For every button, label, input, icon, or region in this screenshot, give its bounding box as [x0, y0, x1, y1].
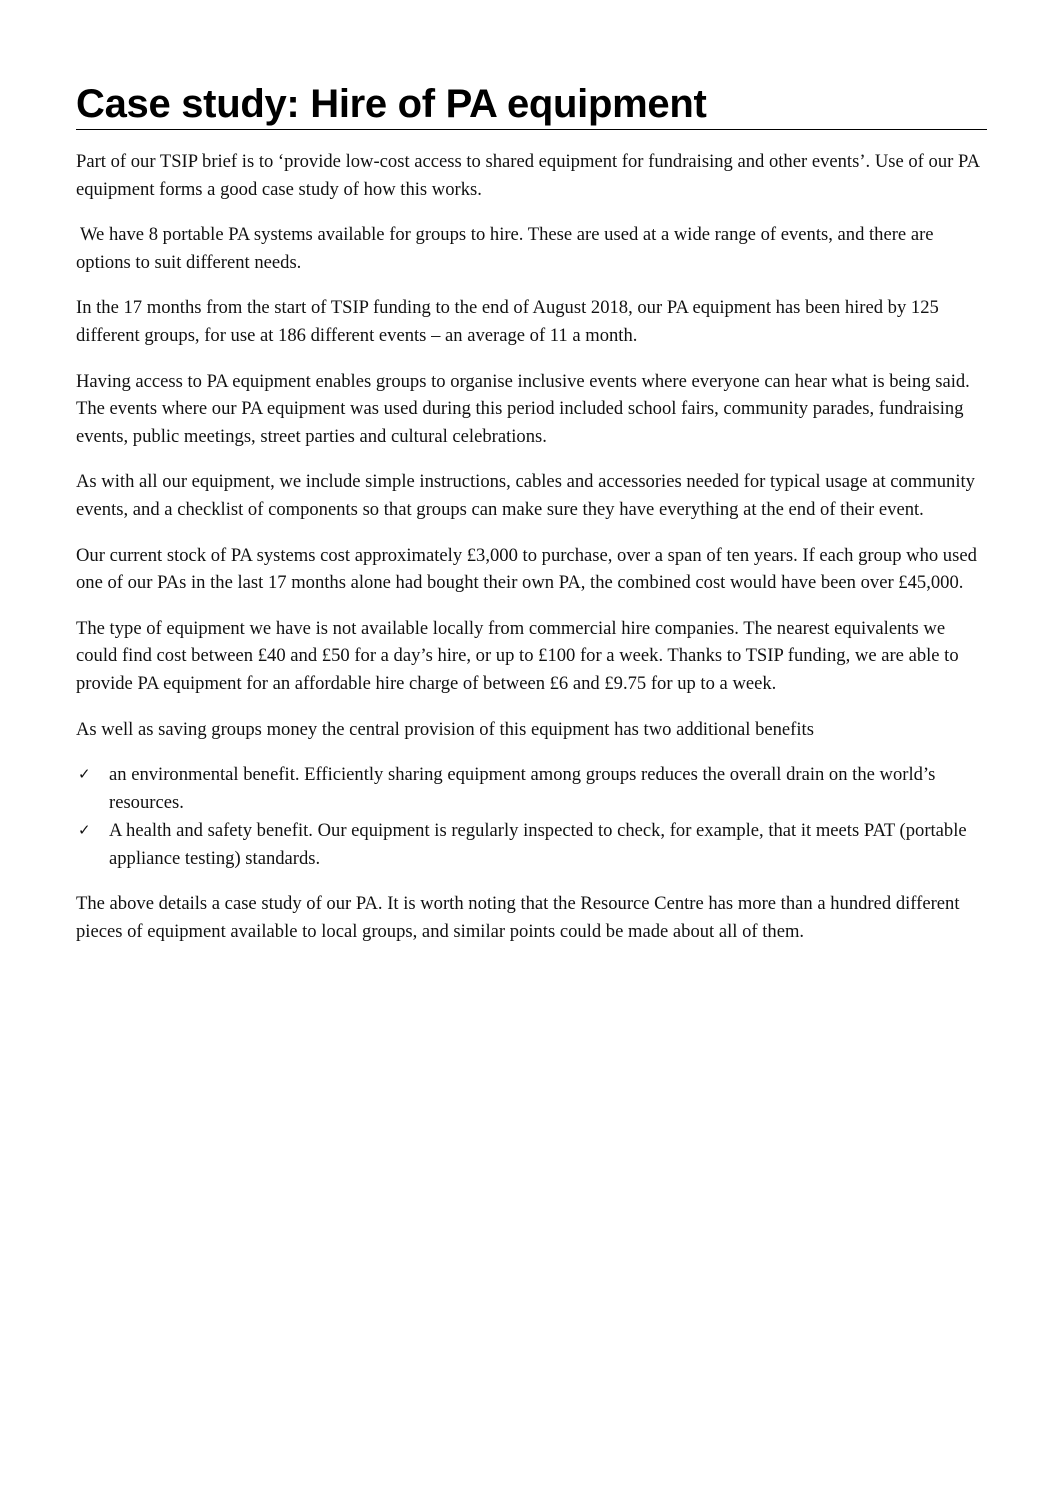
paragraph-commercial-hire: The type of equipment we have is not available locally from commercial hire companies. The nearest equivalents we could find cost between £40 and £50 for a day’s hire, or up to £100 for a week. Thanks to TSIP funding, we are able to provide PA equipment for an affordable hire charge of between £6 and £9.75 for up to a week. [76, 617, 959, 694]
checkmark-icon: ✓ [78, 765, 91, 784]
list-item [76, 761, 988, 816]
paragraph-instructions: As with all our equipment, we include simple instructions, cables and accessories needed for typical usage at community events, and a checklist of components so that groups can make sure they have everything at the end of their event. [76, 471, 975, 520]
paragraph-cost-comparison: Our current stock of PA systems cost approximately £3,000 to purchase, over a span of ten years. If each group who used one of our PAs in the last 17 months alone had bought their own PA, the combined cost would have been over £45,000. [76, 544, 977, 594]
paragraph-tsip-brief: Part of our TSIP brief is to ‘provide low-cost access to shared equipment for fundraising and other events’. Use of our PA equipment forms a good case study of how this works. [76, 151, 979, 200]
paragraph-additional-benefits: As well as saving groups money the central provision of this equipment has two additional benefits [76, 718, 814, 740]
paragraph-hire-statistics: In the 17 months from the start of TSIP funding to the end of August 2018, our PA equipment has been hired by 125 different groups, for use at 186 different events – an average of 11 a month. [76, 297, 939, 346]
paragraph-inclusive-events: Having access to PA equipment enables groups to organise inclusive events where everyone can hear what is being said. The events where our PA equipment was used during this period included school fairs, community parades, fundraising events, public meetings, street parties and cultural celebrations. [76, 370, 970, 447]
checkmark-icon: ✓ [78, 821, 91, 840]
benefit-environmental: an environmental benefit. Efficiently sharing equipment among groups reduces the overall drain on the world’s resources. [109, 764, 936, 813]
paragraph-pa-systems: We have 8 portable PA systems available for groups to hire. These are used at a wide range of events, and there are options to suit different needs. [76, 224, 934, 273]
document-body [76, 148, 988, 964]
title-underline [76, 129, 987, 130]
paragraph-closing: The above details a case study of our PA. It is worth noting that the Resource Centre has more than a hundred different pieces of equipment available to local groups, and similar points could be made about all of them. [76, 893, 960, 943]
benefit-health-safety: A health and safety benefit. Our equipment is regularly inspected to check, for example, that it meets PAT (portable appliance testing) standards. [109, 820, 967, 869]
list-item [76, 817, 988, 872]
page-title: Case study: Hire of PA equipment [76, 82, 707, 126]
benefits-list [76, 761, 988, 872]
